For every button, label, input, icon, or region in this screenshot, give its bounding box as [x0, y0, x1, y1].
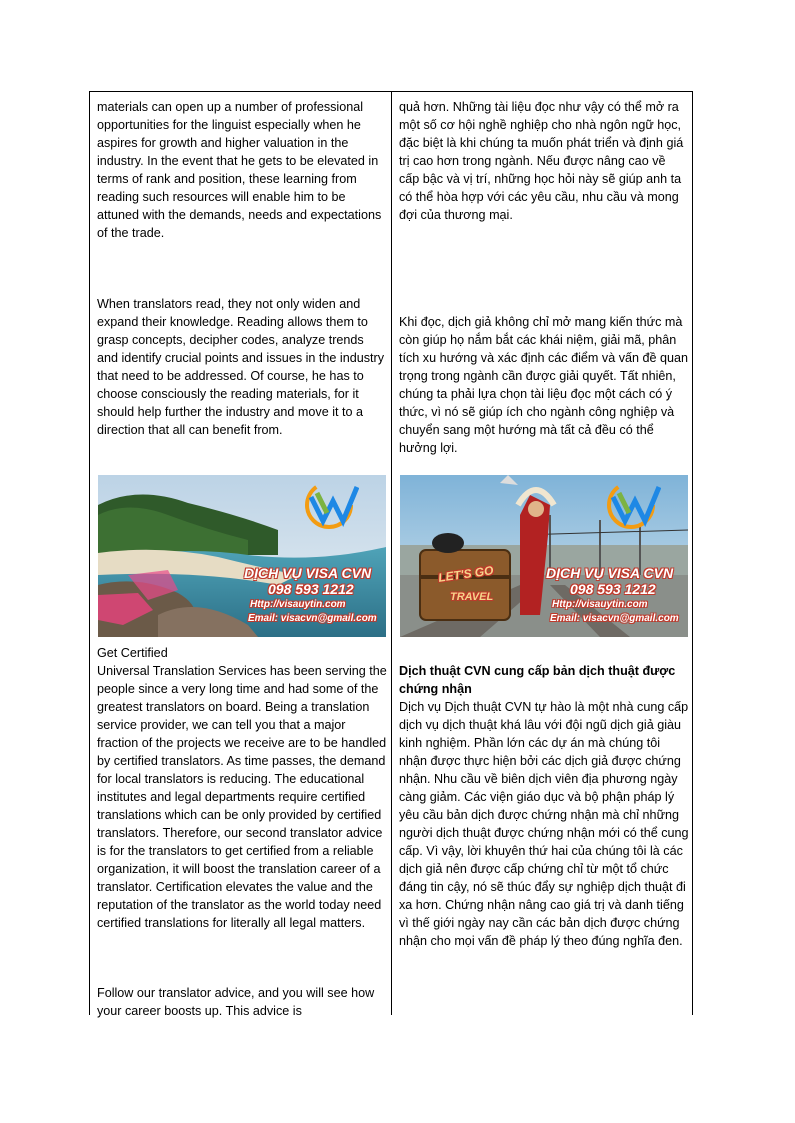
watermark-phone: 098 593 1212 [268, 581, 354, 597]
watermark-brand: DỊCH VỤ VISA CVN [244, 565, 372, 581]
left-paragraph-1: materials can open up a number of professional opportunities for the linguist especially when he aspires for growth and higher valuation in the industry. In the event that he gets to be elevated in terms of rank and position, these learning from reading such resources will enable him to be attuned with the demands, needs and expectations of the trade. [97, 100, 382, 240]
document-table [89, 91, 693, 1018]
left-heading-get-certified: Get Certified [97, 646, 168, 660]
left-paragraph-4: Follow our translator advice, and you will see how your career boosts up. This advice is [97, 986, 375, 1018]
watermark-brand: DỊCH VỤ VISA CVN [546, 565, 674, 581]
cvn-logo-icon [303, 479, 359, 531]
watermark-email: Email: visacvn@gmail.com [248, 613, 377, 624]
watermark-email: Email: visacvn@gmail.com [550, 613, 679, 624]
watermark-website: Http://visauytin.com [552, 599, 648, 610]
travel-photo [400, 475, 688, 637]
luggage-text-bottom: TRAVEL [450, 591, 494, 603]
watermark-website: Http://visauytin.com [250, 599, 346, 610]
right-paragraph-2: Khi đọc, dịch giả không chỉ mở mang kiến thức mà còn giúp họ nắm bắt các khái niệm, giải mã, phân tích xu hướng và xác định các điểm và vấn đề quan trọng trong ngành cần được giải quyết. Tất nhiên, chúng ta phải lựa chọn tài liệu đọc một cách có ý thức, vì nó sẽ giúp ích cho ngành công nghiệp và chuyển sang một hướng mà tất cả đều có thể hưởng lợi. [399, 315, 689, 455]
luggage-text-top: LET'S GO [437, 563, 495, 585]
cvn-logo-icon [605, 479, 661, 531]
watermark-phone: 098 593 1212 [570, 581, 656, 597]
beach-photo [98, 475, 386, 637]
left-paragraph-3: Universal Translation Services has been serving the people since a very long time and had some of the greatest translators on board. Being a translation service provider, we can tell you that a major fraction of the projects we receive are to be handled by certified translators. As time passes, the demand for local translators is reducing. The educational institutes and legal departments require certified translations which can be only provided by certified translators. Therefore, our second translator advice is for the translators to get certified from a reliable organization, it will boost the translation career of a translator. Certification elevates the value and the reputation of the translator as the world today need certified translations for literally all legal matters. [97, 664, 387, 930]
column-divider [391, 92, 392, 1015]
left-paragraph-2: When translators read, they not only widen and expand their knowledge. Reading allows them to grasp concepts, decipher codes, analyze trends and identify crucial points and issues in the industry that need to be addressed. Of course, he has to choose consciously the reading materials, for it should help further the industry and move it to a direction that all can benefit from. [97, 297, 385, 437]
right-heading-certified: Dịch thuật CVN cung cấp bản dịch thuật được chứng nhận [399, 664, 676, 696]
right-paragraph-3: Dịch vụ Dịch thuật CVN tự hào là một nhà cung cấp dịch vụ dịch thuật khá lâu với đội ngũ dịch giả giàu kinh nghiệm. Phần lớn các dự án mà chúng tôi nhận được thực hiện bởi các dịch giả được chứng nhận. Nhu cầu về biên dịch viên địa phương ngày càng giảm. Các viện giáo dục và bộ phận pháp lý yêu cầu bản dịch được chứng nhận mà chỉ những người dịch thuật được chứng nhận mới có thể cung cấp. Vì vậy, lời khuyên thứ hai của chúng tôi là các dịch giả nên được cấp chứng chỉ từ một tổ chức đáng tin cậy, nó sẽ thúc đẩy sự nghiệp dịch thuật đi xa hơn. Chứng nhận nâng cao giá trị và danh tiếng vì thế giới ngày nay cần các bản dịch được chứng nhận cho mọi vấn đề pháp lý theo đúng nghĩa đen. [399, 700, 689, 948]
right-paragraph-1: quả hơn. Những tài liệu đọc như vậy có thể mở ra một số cơ hội nghề nghiệp cho nhà ngôn ngữ học, đặc biệt là khi chúng ta muốn phát triển và định giá trị cao hơn trong ngành. Nếu được nâng cao về cấp bậc và vị trí, những học hỏi này sẽ giúp anh ta có thể hòa hợp với các yêu cầu, nhu cầu và mong đợi của thương mại. [399, 100, 684, 222]
